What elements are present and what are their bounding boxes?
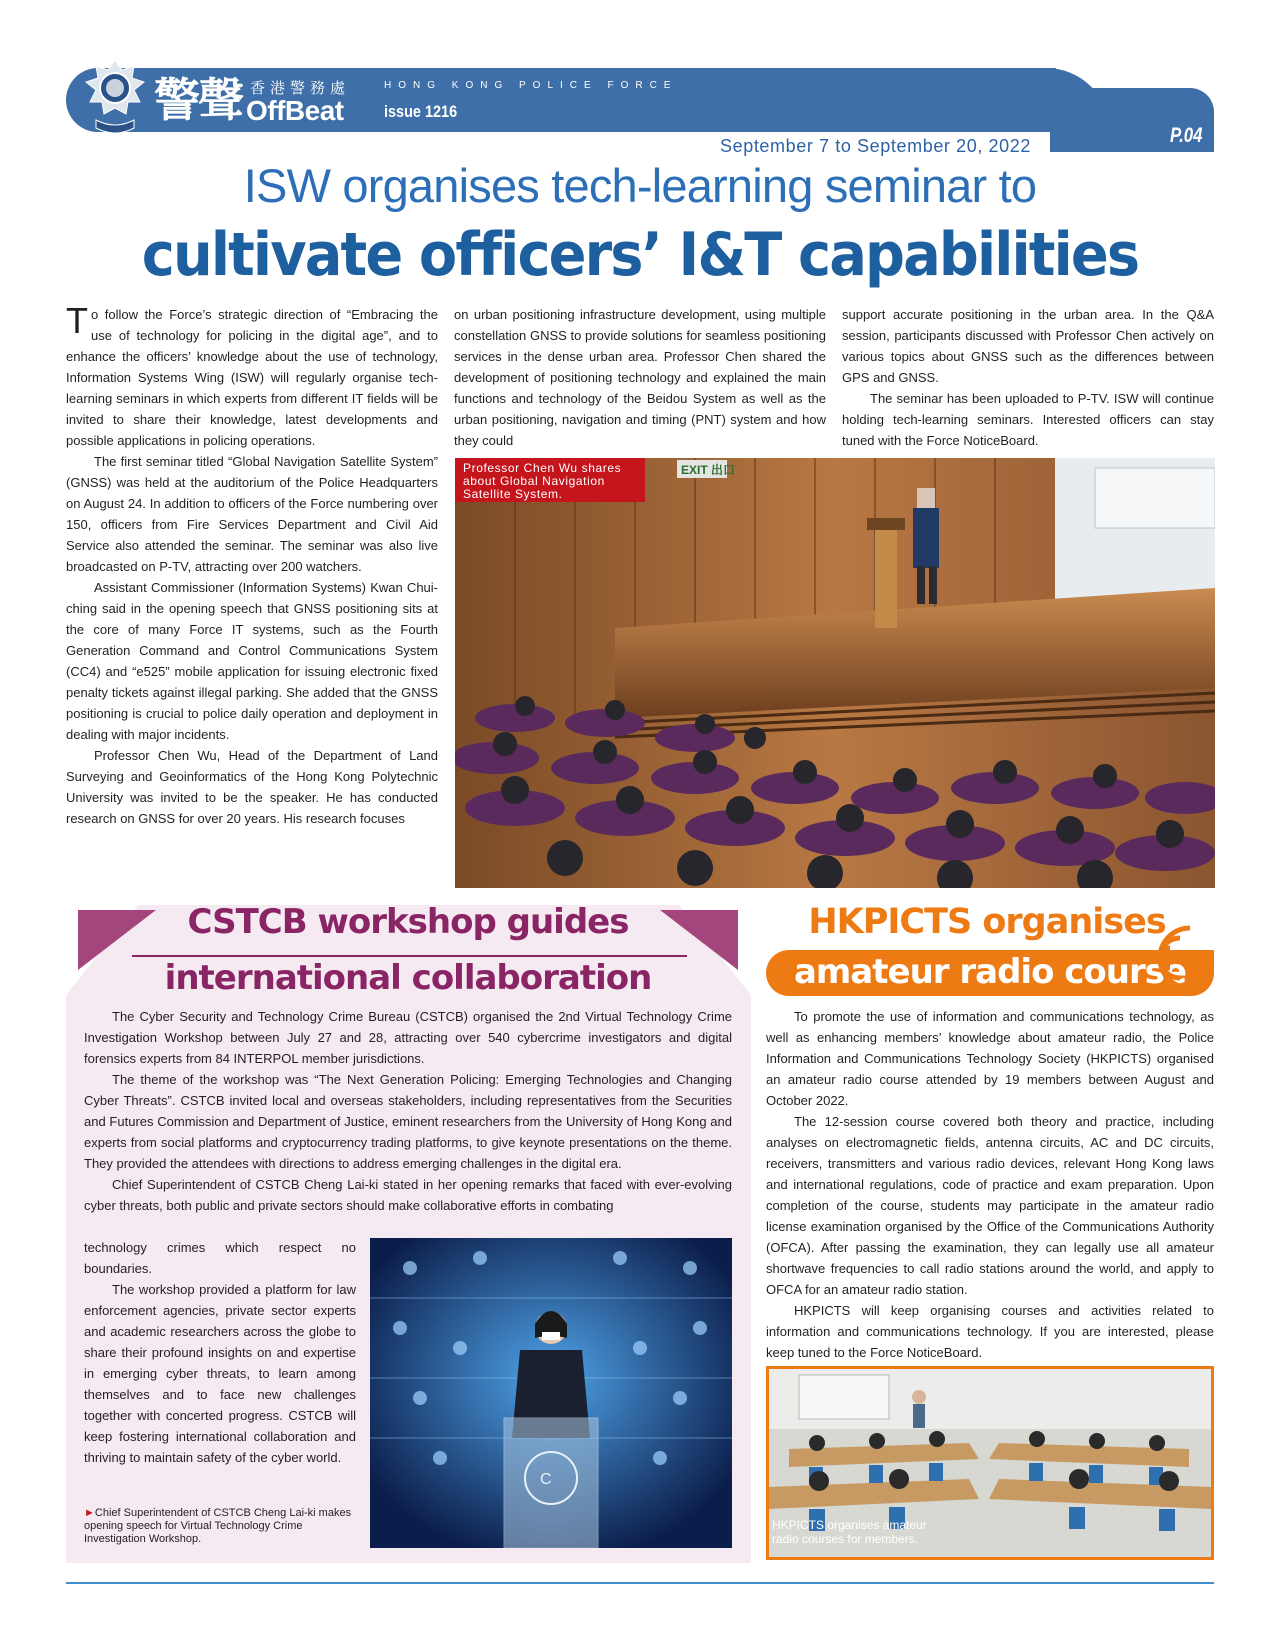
auditorium-illustration xyxy=(455,458,1215,888)
main-article-column-2 xyxy=(454,304,826,451)
cstcb-paragraph-4: The workshop provided a platform for law enforcement agencies, private sector experts and academic researchers across the globe to share their profound insights on and expertise in emerging cyber threats, to learn among themselves and to face new challenges together with concerted progress. CSTCB will keep fostering international collaboration and thriving to maintain safety of the cyber world. xyxy=(84,1282,356,1465)
main-article-column-1 xyxy=(66,300,438,829)
cstcb-paragraph-3: Chief Superintendent of CSTCB Cheng Lai-ki stated in her opening remarks that faced with ever-evolving cyber threats, both public and private sectors should make collaborative efforts in combating xyxy=(84,1177,732,1213)
cstcb-paragraph-3-cont: technology crimes which respect no boundaries. xyxy=(84,1240,356,1276)
date-range: September 7 to September 20, 2022 xyxy=(720,136,1031,156)
hkpicts-headline-line1: HKPICTS organises xyxy=(808,902,1166,942)
main-headline-line1: ISW organises tech-learning seminar to xyxy=(243,159,1037,212)
cstcb-photo-caption: ►Chief Superintendent of CSTCB Cheng Lai-ki makes opening speech for Virtual Technology Crime Investigation Workshop. xyxy=(84,1507,352,1545)
masthead-subtitle-cn: 香港警務處 xyxy=(250,79,351,97)
hkpicts-article-body xyxy=(766,1006,1214,1363)
svg-text:C: C xyxy=(540,1471,552,1488)
hkpicts-photo-caption: HKPICTS organises amateur radio courses for members. xyxy=(772,1518,927,1546)
issue-number: issue 1216 xyxy=(384,102,458,121)
exit-sign: EXIT 出口 xyxy=(681,463,736,477)
masthead-title-cn: 警聲 xyxy=(154,73,242,127)
drop-cap: T xyxy=(66,300,88,341)
cstcb-headline-rule xyxy=(132,955,687,957)
main-paragraph-7: The seminar has been uploaded to P-TV. ISW will continue holding tech-learning seminars. Interested officers can stay tuned with the Force NoticeBoard. xyxy=(842,391,1214,448)
main-paragraph-1: To follow the Force’s strategic direction of “Embracing the use of technology for policing in the digital age”, and to enhance the officers’ knowledge about the use of technology, Information Systems Wing (ISW) will regularly organise tech-learning seminars in which experts from different IT fields will be invited to share their knowledge, latest developments and possible applications in policing operations. xyxy=(66,300,438,448)
main-paragraph-2: The first seminar titled “Global Navigation Satellite System” (GNSS) was held at the auditorium of the Police Headquarters on August 24. In addition to officers of the Force numbering over 150, officers from Fire Services Department and Civil Aid Service also attended the seminar. The seminar was also live broadcasted on P-TV, attracting over 200 watchers. xyxy=(66,454,438,574)
cstcb-photo xyxy=(370,1238,732,1548)
cstcb-paragraph-2: The theme of the workshop was “The Next Generation Policing: Emerging Technologies and Changing Cyber Threats”. CSTCB invited local and overseas stakeholders, including representatives from the Securities and Futures Commission and Department of Justice, eminent researchers from the University of Hong Kong and experts from social platforms and cryptocurrency trading platforms, to give keynote presentations on the theme. They provided the attendees with directions to address emerging challenges in the digital era. xyxy=(84,1072,732,1171)
police-crest-icon xyxy=(84,58,146,138)
main-paragraph-6: support accurate positioning in the urban area. In the Q&A session, participants discussed with Professor Chen actively on various topics about GNSS such as the differences between GPS and GNSS. xyxy=(842,307,1214,385)
masthead-title-en: OffBeat xyxy=(246,95,344,126)
hkpicts-paragraph-3: HKPICTS will keep organising courses and activities related to information and communications technology. If you are interested, please keep tuned to the Force NoticeBoard. xyxy=(766,1303,1214,1360)
hkpicts-paragraph-1: To promote the use of information and communications technology, as well as enhancing members’ knowledge about amateur radio, the Police Information and Communications Technology Society (HKPICTS) organised an amateur radio course attended by 19 members between August and October 2022. xyxy=(766,1009,1214,1108)
seminar-photo-caption: Professor Chen Wu shares about Global Navigation Satellite System. xyxy=(455,458,645,502)
main-article-column-3 xyxy=(842,304,1214,451)
hkpicts-headline-line2: amateur radio course xyxy=(793,952,1187,992)
main-paragraph-3: Assistant Commissioner (Information Systems) Kwan Chui-ching said in the opening speech that GNSS positioning sits at the core of many Force IT systems, such as the Fourth Generation Command and Control Communications System (CC4) and “e525” mobile application for issuing electronic fixed penalty tickets against illegal parking. She added that the GNSS positioning is crucial to police daily operation and deployment in dealing with major incidents. xyxy=(66,580,438,742)
main-paragraph-5: on urban positioning infrastructure development, using multiple constellation GNSS to provide solutions for seamless positioning services in the dense urban area. Professor Chen shared the development of positioning technology and explained the main functions and technology of the Beidou System as well as the urban positioning, navigation and timing (PNT) system and how they could xyxy=(454,307,826,448)
workshop-speaker-illustration xyxy=(370,1238,732,1548)
cstcb-paragraph-1: The Cyber Security and Technology Crime Bureau (CSTCB) organised the 2nd Virtual Technology Crime Investigation Workshop between July 27 and 28, attracting over 540 cybercrime investigators and digital forensics experts from 84 INTERPOL member jurisdictions. xyxy=(84,1009,732,1066)
caption-arrow-icon: ► xyxy=(84,1507,95,1519)
cstcb-headline-line1: CSTCB workshop guides xyxy=(187,902,629,942)
main-headline-line2: cultivate officers’ I&T capabilities xyxy=(141,220,1139,290)
cstcb-headline-line2: international collaboration xyxy=(164,958,652,998)
main-paragraph-4: Professor Chen Wu, Head of the Department of Land Surveying and Geoinformatics of the Hong Kong Polytechnic University was invited to be the speaker. He has conducted research on GNSS for over 20 years. His research focuses xyxy=(66,748,438,826)
cstcb-article-body-narrow xyxy=(84,1237,356,1468)
footer-rule xyxy=(66,1582,1214,1584)
page-number: P.04 xyxy=(1170,124,1203,147)
hkpicts-paragraph-2: The 12-session course covered both theory and practice, including analyses on electromagnetic fields, antenna circuits, AC and DC circuits, receivers, transmitters and various radio devices, relevant Hong Kong laws and international regulations, code of practice and exam preparation. Upon completion of the course, students may participate in the amateur radio license examination organised by the Office of the Communications Authority (OFCA). After passing the examination, they can legally use all amateur shortwave frequencies to call radio stations around the world, and apply to OFCA for an amateur radio station. xyxy=(766,1114,1214,1297)
masthead-force: HONG KONG POLICE FORCE xyxy=(384,80,678,91)
cstcb-article-body xyxy=(84,1006,732,1216)
radio-wave-icon xyxy=(1150,918,1220,998)
seminar-photo xyxy=(455,458,1215,888)
